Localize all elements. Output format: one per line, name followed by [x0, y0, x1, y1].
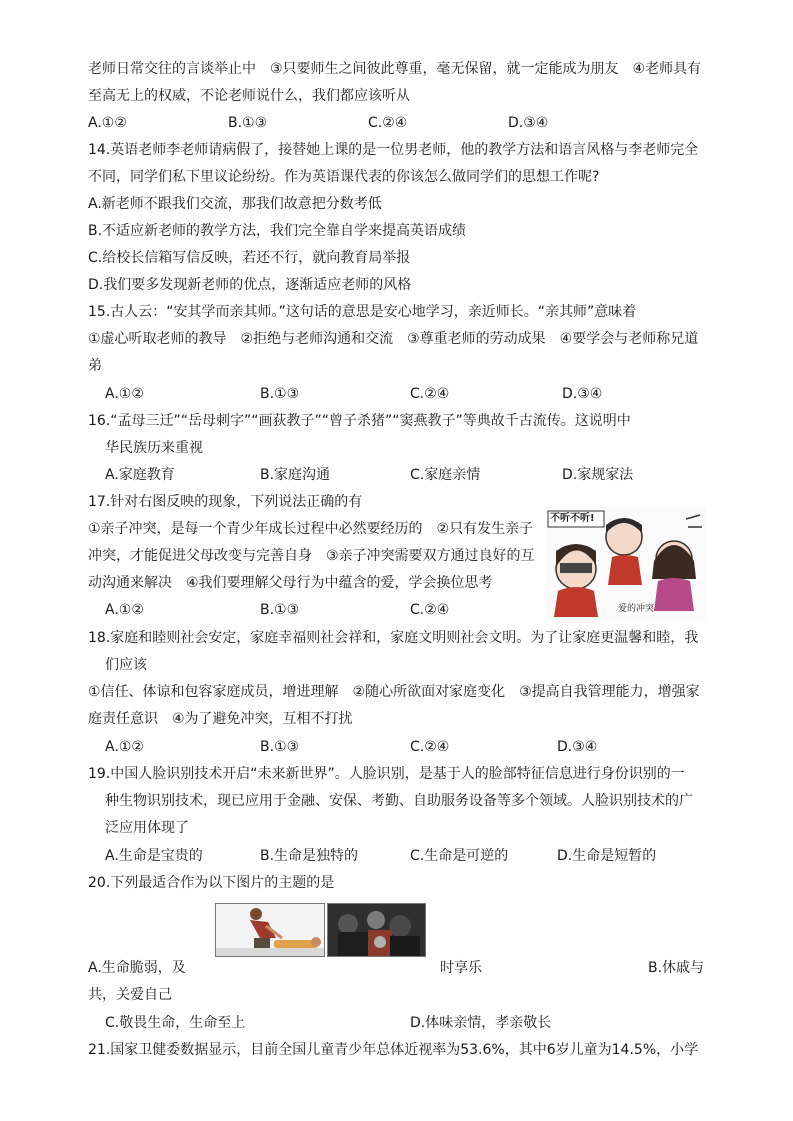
q16-stem: 16.“孟母三迁”“岳母刺字”“画荻教子”“曾子杀猪”“窦燕教子”等典故千古流传。这说明中 [88, 413, 631, 429]
q17-statements: 冲突，才能促进父母改变与完善自身 ③亲子冲突需要双方通过良好的互 [88, 548, 535, 564]
q17-option-a: A.①② [105, 602, 144, 618]
q17-statements: ①亲子冲突，是每一个青少年成长过程中必然要经历的 ②只有发生亲子 [88, 521, 534, 537]
q18-option-c: C.②④ [410, 739, 450, 755]
cpr-drawing [216, 904, 324, 956]
q13-option-b: B.①③ [228, 115, 268, 131]
q16-stem: 华民族历来重视 [105, 440, 203, 456]
q15-option-c: C.②④ [410, 386, 450, 402]
q17-option-b: B.①③ [260, 602, 300, 618]
q19-option-d: D.生命是短暂的 [557, 848, 657, 864]
q20-option-c: C.敬畏生命，生命至上 [105, 1015, 246, 1031]
q19-option-a: A.生命是宝贵的 [105, 848, 203, 864]
q14-option-a: A.新老师不跟我们交流，那我们故意把分数考低 [88, 196, 382, 212]
q17-stem: 17.针对右图反映的现象，下列说法正确的有 [88, 494, 363, 510]
q15-stem: 15.古人云：“安其学而亲其师。”这句话的意思是安心地学习，亲近师长。“亲其师”意味着 [88, 304, 637, 320]
q19-option-b: B.生命是独特的 [260, 848, 359, 864]
q20-option-d: D.体味亲情，孝亲敬长 [410, 1015, 552, 1031]
cpr-illustration [215, 903, 325, 957]
q15-option-a: A.①② [105, 386, 144, 402]
q19-stem: 19.中国人脸识别技术开启“未来新世界”。人脸识别，是基于人的脸部特征信息进行身份识别的一 [88, 766, 685, 782]
q18-option-b: B.①③ [260, 739, 300, 755]
q20-option-b-end: 共，关爱自己 [88, 987, 172, 1003]
q18-option-d: D.③④ [557, 739, 598, 755]
q16-option-c: C.家庭亲情 [410, 467, 481, 483]
q15-statements: 弟 [88, 358, 102, 374]
q14-option-c: C.给校长信箱写信反映，若还不行，就向教育局举报 [88, 250, 411, 266]
cartoon-speech-bubble: 不听不听! [550, 513, 595, 524]
q13-option-a: A.①② [88, 115, 127, 131]
parent-child-conflict-cartoon [546, 507, 706, 619]
q19-stem: 种生物识别技术，现已应用于金融、安保、考勤、自助服务设备等多个领域。人脸识别技术的广 [105, 793, 693, 809]
q14-stem: 不同，同学们私下里议论纷纷。作为英语课代表的你该怎么做同学们的思想工作呢? [88, 169, 600, 185]
q14-option-b: B.不适应新老师的教学方法，我们完全靠自学来提高英语成绩 [88, 223, 467, 239]
q17-option-c: C.②④ [410, 602, 450, 618]
q19-stem: 泛应用体现了 [105, 820, 189, 836]
q13-option-c: C.②④ [368, 115, 408, 131]
q18-stem: 18.家庭和睦则社会安定，家庭幸福则社会祥和，家庭文明则社会文明。为了让家庭更温馨和睦，我 [88, 630, 699, 646]
q16-option-d: D.家规家法 [562, 467, 634, 483]
q15-option-b: B.①③ [260, 386, 300, 402]
q17-statements: 动沟通来解决 ④我们要理解父母行为中蕴含的爱，学会换位思考 [88, 575, 493, 591]
q20-option-a-end: 时享乐 [440, 960, 482, 976]
q13-statement-line: 至高无上的权威，不论老师说什么，我们都应该听从 [88, 88, 410, 104]
rescue-photo-drawing [328, 904, 425, 956]
q18-option-a: A.①② [105, 739, 144, 755]
q16-option-b: B.家庭沟通 [260, 467, 331, 483]
q15-statements: ①虚心听取老师的教导 ②拒绝与老师沟通和交流 ③尊重老师的劳动成果 ④要学会与老师称兄道 [88, 331, 699, 347]
q20-option-b: B.休戚与 [648, 960, 705, 976]
q16-option-a: A.家庭教育 [105, 467, 175, 483]
q19-option-c: C.生命是可逆的 [410, 848, 509, 864]
q14-stem: 14.英语老师李老师请病假了，接替她上课的是一位男老师，他的教学方法和语言风格与李老师完全 [88, 142, 699, 158]
q20-stem: 20.下列最适合作为以下图片的主题的是 [88, 875, 335, 891]
cartoon-caption: 爱的冲突 [618, 604, 655, 614]
fire-rescue-photo [327, 903, 426, 957]
q13-option-d: D.③④ [508, 115, 549, 131]
q18-statements: 庭责任意识 ④为了避免冲突，互相不打扰 [88, 711, 353, 727]
q13-statement-line: 老师日常交往的言谈举止中 ③只要师生之间彼此尊重，毫无保留，就一定能成为朋友 ④老师具有 [88, 61, 702, 77]
q14-option-d: D.我们要多发现新老师的优点，逐渐适应老师的风格 [88, 277, 412, 293]
q18-statements: ①信任、体谅和包容家庭成员，增进理解 ②随心所欲面对家庭变化 ③提高自我管理能力，增强家 [88, 684, 700, 700]
q21-stem: 21.国家卫健委数据显示，目前全国儿童青少年总体近视率为53.6%，其中6岁儿童为14.5%，小学 [88, 1042, 699, 1058]
q15-option-d: D.③④ [562, 386, 603, 402]
q20-option-a: A.生命脆弱，及 [88, 960, 186, 976]
q18-stem: 们应该 [105, 657, 147, 673]
